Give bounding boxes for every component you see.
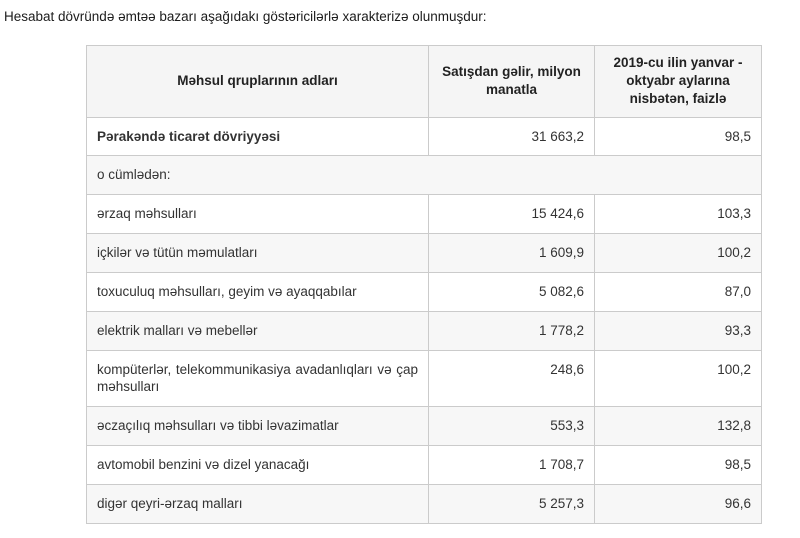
row-percent: 98,5 bbox=[595, 445, 762, 484]
row-percent: 100,2 bbox=[595, 234, 762, 273]
table-row-computers-telecom-print bbox=[87, 350, 762, 407]
row-label: ərzaq məhsulları bbox=[87, 195, 429, 234]
row-percent: 132,8 bbox=[595, 407, 762, 446]
row-revenue: 15 424,6 bbox=[429, 195, 595, 234]
table-row-electrical-goods-furniture bbox=[87, 311, 762, 350]
column-header-product-groups: Məhsul qruplarının adları bbox=[87, 46, 429, 118]
row-revenue: 248,6 bbox=[429, 350, 595, 407]
commodity-market-table bbox=[86, 45, 762, 524]
table-row-other-nonfood bbox=[87, 484, 762, 523]
table-row-pharmacy-medical bbox=[87, 407, 762, 446]
row-label: Pərakəndə ticarət dövriyyəsi bbox=[87, 117, 429, 156]
row-revenue: 5 257,3 bbox=[429, 484, 595, 523]
row-revenue: 1 708,7 bbox=[429, 445, 595, 484]
table-row-textiles-clothing-footwear bbox=[87, 272, 762, 311]
row-revenue: 1 609,9 bbox=[429, 234, 595, 273]
row-label: toxuculuq məhsulları, geyim və ayaqqabılar bbox=[87, 272, 429, 311]
column-header-percent-vs-2019: 2019-cu ilin yanvar - oktyabr aylarına nisbətən, faizlə bbox=[595, 46, 762, 118]
row-revenue: 1 778,2 bbox=[429, 311, 595, 350]
column-header-sales-revenue: Satışdan gəlir, milyon manatla bbox=[429, 46, 595, 118]
row-percent: 87,0 bbox=[595, 272, 762, 311]
table-row-petrol-diesel bbox=[87, 445, 762, 484]
table-section-row bbox=[87, 156, 762, 195]
table-row-beverages-tobacco bbox=[87, 234, 762, 273]
row-percent: 100,2 bbox=[595, 350, 762, 407]
row-revenue: 553,3 bbox=[429, 407, 595, 446]
row-label: içkilər və tütün məmulatları bbox=[87, 234, 429, 273]
row-label: elektrik malları və mebellər bbox=[87, 311, 429, 350]
row-label: avtomobil benzini və dizel yanacağı bbox=[87, 445, 429, 484]
row-revenue: 5 082,6 bbox=[429, 272, 595, 311]
row-label: digər qeyri-ərzaq malları bbox=[87, 484, 429, 523]
row-percent: 103,3 bbox=[595, 195, 762, 234]
table-header-row bbox=[87, 46, 762, 118]
page-heading: Hesabat dövründə əmtəə bazarı aşağıdakı göstəricilərlə xarakterizə olunmuşdur: bbox=[4, 9, 487, 24]
table-row-food-products bbox=[87, 195, 762, 234]
row-percent: 98,5 bbox=[595, 117, 762, 156]
row-revenue: 31 663,2 bbox=[429, 117, 595, 156]
row-percent: 93,3 bbox=[595, 311, 762, 350]
row-percent: 96,6 bbox=[595, 484, 762, 523]
row-label: əczaçılıq məhsulları və tibbi ləvazimatlar bbox=[87, 407, 429, 446]
section-label: o cümlədən: bbox=[87, 156, 762, 195]
table-row-retail-turnover bbox=[87, 117, 762, 156]
row-label: kompüterlər, telekommunikasiya avadanlıqları və çap məhsulları bbox=[87, 350, 429, 407]
